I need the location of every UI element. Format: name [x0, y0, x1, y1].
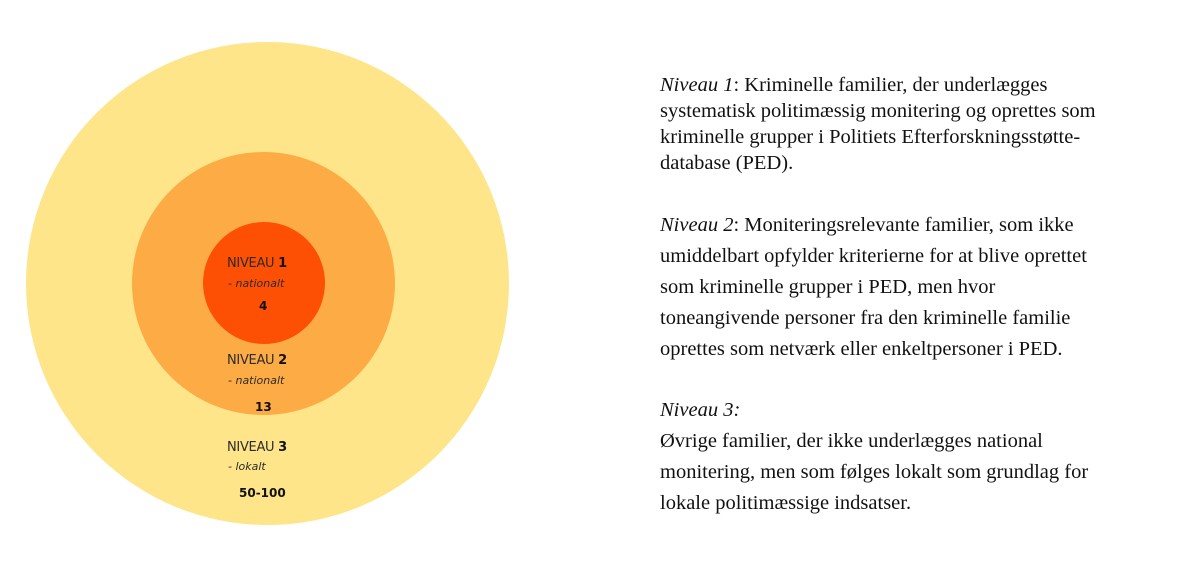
level-1-title — [227, 256, 287, 271]
description-line: Moniteringsrelevante familier, som ikke — [739, 214, 1074, 236]
level-1-scope: - nationalt — [228, 277, 285, 290]
description-line: som kriminelle grupper i PED, men hvor — [660, 276, 996, 298]
description-line: systematisk politimæssig monitering og oprettes som — [660, 100, 1096, 122]
description-line: monitering, men som følges lokalt som grundlag for — [660, 461, 1089, 483]
level-2-number: 2 — [278, 353, 287, 368]
description-line: umiddelbart opfylder kriterierne for at blive oprettet — [660, 245, 1087, 267]
level-1-count: 4 — [259, 299, 268, 313]
level-3-count: 50-100 — [239, 486, 286, 500]
level-1-number: 1 — [278, 256, 287, 271]
description-line: kriminelle grupper i Politiets Efterforskningsstøtte- — [660, 126, 1081, 148]
description-line: toneangivende personer fra den kriminelle familie — [660, 307, 1071, 329]
level-3-number: 3 — [278, 440, 287, 455]
description-line: Kriminelle familier, der underlægges — [739, 74, 1048, 96]
description-line: database (PED). — [660, 152, 794, 174]
description-level-3-title: Niveau 3: — [660, 399, 741, 421]
level-1-label: NIVEAU — [227, 256, 275, 271]
level-3-scope: - lokalt — [228, 460, 266, 473]
separator: : — [733, 74, 740, 96]
description-level-1-title: Niveau 1 — [660, 74, 734, 96]
level-2-title — [227, 353, 287, 368]
separator: : — [733, 214, 740, 236]
level-2-scope: - nationalt — [228, 374, 285, 387]
level-2-count: 13 — [255, 400, 272, 414]
description-line: oprettes som netværk eller enkeltpersoner i PED. — [660, 338, 1063, 360]
description-level-2 — [660, 210, 1170, 365]
description-line: Øvrige familier, der ikke underlægges national — [660, 430, 1043, 452]
level-3-title — [227, 440, 287, 455]
description-level-2-title: Niveau 2 — [660, 214, 734, 236]
description-line: lokale politimæssige indsatser. — [660, 492, 912, 514]
description-level-1 — [660, 72, 1170, 176]
level-3-label: NIVEAU — [227, 440, 275, 455]
level-2-label: NIVEAU — [227, 353, 275, 368]
description-level-3 — [660, 395, 1170, 519]
